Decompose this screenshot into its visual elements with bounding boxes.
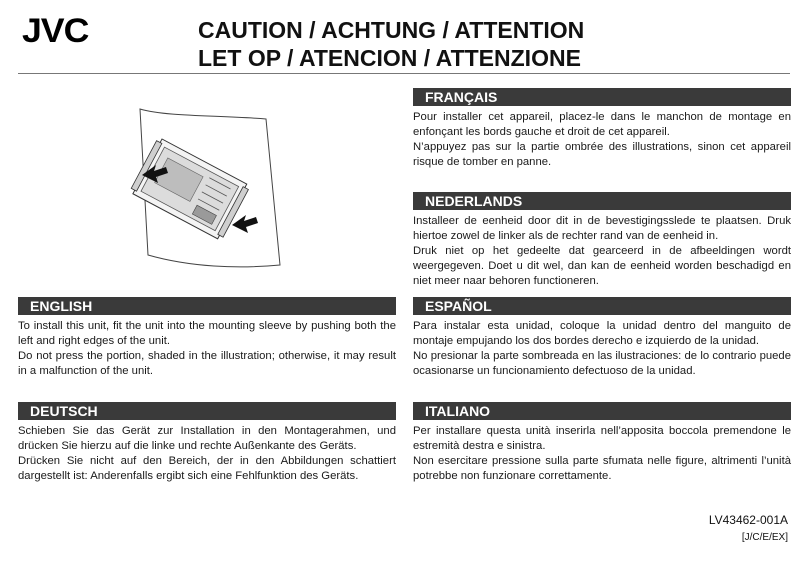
title-line-2: LET OP / ATENCION / ATTENZIONE (198, 45, 581, 71)
installation-illustration (128, 105, 288, 275)
section-espanol (413, 297, 791, 379)
section-text: Installeer de eenheid door dit in de bevestigingsslede te plaatsen. Druk hiertoe zowel de linker als de rechter rand van de eenheid in. (413, 215, 791, 242)
page-title (198, 16, 584, 72)
section-text: N’appuyez pas sur la partie ombrée des illustrations, sinon cet appareil risque de tomber en panne. (413, 141, 791, 168)
section-heading-english: ENGLISH (18, 297, 396, 315)
section-text: No presionar la parte sombreada en las ilustraciones: de lo contrario puede ocasionarse un funcionamiento defectuoso de la unidad. (413, 350, 791, 377)
section-francais (413, 88, 791, 170)
section-heading-espanol: ESPAÑOL (413, 297, 791, 315)
section-heading-italiano: ITALIANO (413, 402, 791, 420)
section-text: Druk niet op het gedeelte dat gearceerd in de afbeeldingen wordt weergegeven. Doet u dit wel, dan kan de eenheid worden beschadigd en niet meer naar behoren functioneren. (413, 245, 791, 287)
section-italiano (413, 402, 791, 484)
jvc-logo: JVC (22, 12, 89, 50)
section-text: Pour installer cet appareil, placez-le dans le manchon de montage en enfonçant les bords gauche et droit de cet appareil. (413, 111, 791, 138)
section-text: To install this unit, fit the unit into the mounting sleeve by pushing both the left and right edges of the unit. (18, 320, 396, 347)
section-english (18, 297, 396, 379)
title-line-1: CAUTION / ACHTUNG / ATTENTION (198, 17, 585, 43)
section-heading-francais: FRANÇAIS (413, 88, 791, 106)
section-heading-nederlands: NEDERLANDS (413, 192, 791, 210)
document-code: LV43462-001A (708, 513, 788, 527)
section-nederlands (413, 192, 791, 289)
region-codes: [J/C/E/EX] (741, 532, 788, 543)
section-text: Schieben Sie das Gerät zur Installation in den Montagerahmen, und drücken Sie hierzu auf die linke und rechte Außenkante des Geräts. (18, 425, 396, 452)
section-text: Per installare questa unità inserirla nell’apposita boccola premendone le estremità destra e sinistra. (413, 425, 791, 452)
section-heading-deutsch: DEUTSCH (18, 402, 396, 420)
header-divider (18, 73, 790, 74)
section-text: Do not press the portion, shaded in the illustration; otherwise, it may result in a malfunction of the unit. (18, 350, 396, 377)
section-text: Non esercitare pressione sulla parte sfumata nelle figure, altrimenti l’unità potrebbe non funzionare correttamente. (413, 455, 791, 482)
section-text: Drücken Sie nicht auf den Bereich, der in den Abbildungen schattiert dargestellt ist: Anderenfalls ergibt sich eine Fehlfunktion des Geräts. (18, 455, 396, 482)
section-deutsch (18, 402, 396, 484)
section-text: Para instalar esta unidad, coloque la unidad dentro del manguito de montaje empujando los dos bordes derecho e izquierdo de la unidad. (413, 320, 791, 347)
